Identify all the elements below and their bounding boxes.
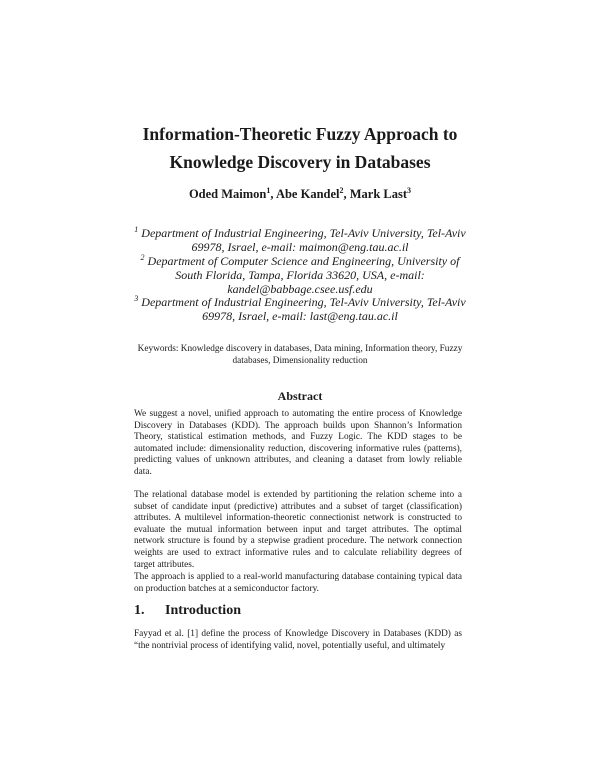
paper-title-line-1: Information-Theoretic Fuzzy Approach to bbox=[142, 124, 458, 144]
section-number: 1. bbox=[134, 603, 145, 618]
author-separator: , bbox=[270, 187, 276, 202]
abstract-paragraph: The relational database model is extended by partitioning the relation scheme into a subset of candidate input (predictive) attributes and a subset of target (classification) attributes. A multilevel information-theoretic connectionist network is constructed to evaluate the mutual information between input and target attributes. The optimal network structure is found by a stepwise gradient procedure. The network connection weights are used to extract informative rules and to calculate reliability degrees of target attributes. bbox=[134, 490, 462, 570]
author-name: Mark Last bbox=[349, 187, 408, 202]
author-name: Oded Maimon bbox=[188, 187, 267, 202]
keywords: Keywords: Knowledge discovery in databases, Data mining, Information theory, Fuzzy databases, Dimensionality reduction bbox=[137, 344, 463, 366]
affiliation-text: Department of Computer Science and Engineering, University of South Florida, Tampa, Florida 33620, USA, e-mail: kandel@babbage.csee.usf.edu bbox=[147, 254, 460, 297]
author-affiliation-mark: 2 bbox=[339, 186, 344, 195]
affiliation-number: 1 bbox=[134, 225, 139, 234]
abstract-paragraph: The approach is applied to a real-world manufacturing database containing typical data on production batches at a semiconductor factory. bbox=[134, 572, 462, 594]
affiliation-1 bbox=[130, 223, 470, 254]
affiliation-number: 2 bbox=[140, 253, 145, 262]
paper-title-line-2: Knowledge Discovery in Databases bbox=[169, 152, 431, 172]
intro-paragraph: Fayyad et al. [1] define the process of Knowledge Discovery in Databases (KDD) as “the nontrivial process of identifying valid, novel, potentially useful, and ultimately bbox=[134, 629, 462, 651]
author-affiliation-mark: 3 bbox=[407, 186, 412, 195]
author-name: Abe Kandel bbox=[275, 187, 340, 202]
author-separator: , bbox=[343, 187, 350, 202]
author-affiliation-mark: 1 bbox=[266, 186, 271, 195]
affiliation-3 bbox=[130, 292, 470, 323]
section-heading-introduction bbox=[134, 603, 241, 619]
section-title: Introduction bbox=[165, 603, 241, 618]
abstract-paragraph: We suggest a novel, unified approach to automating the entire process of Knowledge Discovery in Databases (KDD). The approach builds upon Shannon’s Information Theory, statistical estimation methods, and Fuzzy Logic. The KDD stages to be automated include: dimensionality reduction, discovering informative rules (patterns), predicting values of unknown attributes, and cleaning a dataset from lowly reliable data. bbox=[134, 409, 462, 477]
affiliation-2 bbox=[130, 251, 470, 297]
affiliation-text: Department of Industrial Engineering, Tel-Aviv University, Tel-Aviv 69978, Israel, e-mail: last@eng.tau.ac.il bbox=[141, 295, 466, 324]
abstract-heading: Abstract bbox=[277, 389, 323, 403]
author-list bbox=[0, 186, 600, 202]
affiliation-number: 3 bbox=[134, 294, 139, 303]
affiliation-text: Department of Industrial Engineering, Tel-Aviv University, Tel-Aviv 69978, Israel, e-mail: maimon@eng.tau.ac.il bbox=[141, 226, 466, 255]
